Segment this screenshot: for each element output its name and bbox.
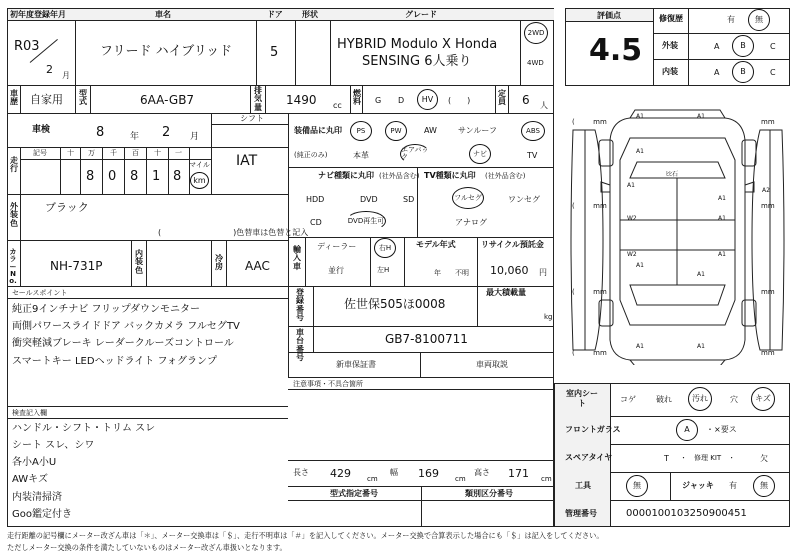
damage-mark: A1	[697, 271, 705, 278]
inspector-line-6: Goo鑑定付き	[12, 509, 72, 520]
km-circle: km	[190, 172, 209, 189]
spare-t: T	[664, 454, 669, 463]
exterior-label: 外装	[662, 41, 678, 50]
fuel-hv-circle: HV	[417, 89, 438, 110]
usage: 自家用	[30, 93, 63, 106]
unit-man: 万	[88, 149, 95, 157]
width: 169	[418, 467, 439, 480]
fuel-paren: ( )	[448, 96, 471, 105]
shift-label: シフト	[240, 114, 264, 123]
interior-color-label: 内装色	[135, 249, 143, 275]
length-cm: cm	[367, 475, 378, 483]
record-label: 記号	[33, 149, 47, 157]
tv-fullseg-circle: フルセグ	[452, 187, 484, 209]
sales-point-3: 衝突軽減ブレーキ レーダークルーズコントロール	[12, 338, 234, 349]
navi-dvd: DVD	[360, 195, 378, 204]
warranty-label: 新車保証書	[336, 360, 376, 369]
tv-analog: アナログ	[455, 218, 487, 227]
car-name-label: 車名	[155, 10, 171, 19]
unit-mm-7: ( mm	[572, 349, 607, 357]
damage-mark: A1	[636, 113, 644, 120]
capacity: 6	[522, 93, 530, 107]
inspector-label: 検査記入欄	[12, 409, 47, 417]
score-label: 評価点	[597, 11, 621, 20]
control-label: 管理番号	[565, 509, 597, 518]
registration-value: 佐世保505ほ0008	[344, 297, 446, 311]
yen-unit: 円	[539, 268, 547, 277]
exterior-c: C	[770, 42, 776, 51]
car-name: フリード ハイブリッド	[100, 44, 233, 59]
spare-label: スペアタイヤ	[565, 453, 613, 462]
navi-hdd: HDD	[306, 195, 325, 204]
mileage-digit-2: 0	[108, 169, 117, 184]
fuel-label: 燃料	[353, 89, 361, 107]
shape-label: 形状	[302, 10, 318, 19]
left-h: 左H	[377, 266, 390, 274]
inspector-line-3: 各小A小U	[12, 457, 57, 468]
inspector-line-1: ハンドル・シフト・トリム スレ	[12, 423, 156, 434]
door-label: ドア	[267, 10, 283, 19]
seat-tear: 破れ	[656, 395, 672, 404]
unit-mm-2: mm	[761, 118, 775, 126]
ac: AAC	[245, 259, 270, 273]
chassis-label: 車台番号	[296, 328, 304, 363]
displacement-label: 排気量	[254, 86, 262, 112]
exterior-b-circle: B	[732, 35, 754, 57]
chassis: GB7-8100711	[385, 332, 468, 346]
unit-mm-3: ( mm	[572, 202, 607, 210]
footer-line-2: ただしメーター交換の条件を満たしていないものはメーター改ざん車扱いとなります。	[7, 543, 287, 552]
damage-mark: W2	[627, 251, 637, 258]
tv-sub: (社外品含む)	[485, 172, 526, 180]
glass-label: フロントガラス	[565, 425, 621, 434]
inspector-line-2: シート スレ、シワ	[12, 440, 95, 451]
interior-a: A	[714, 68, 720, 77]
color-no: NH-731P	[50, 259, 103, 273]
person-unit: 人	[540, 101, 548, 110]
damage-mark: W2	[627, 215, 637, 222]
unit-mm-6: mm	[761, 288, 775, 296]
footer-line-1: 走行距離の記号欄にメーター改ざん車は「＊」、メーター交換車は「＄」、走行不明車は「＃」を記入してください。メーター交換で合算表示した場合にも「＄」は記入をしてください。	[7, 531, 604, 540]
unit-ichi: 一	[175, 149, 182, 157]
seat-hole: 穴	[730, 395, 738, 404]
class-label: 類別区分番号	[465, 489, 513, 498]
tv-label: TV種類に丸印	[424, 171, 476, 180]
tools-none-circle: 無	[626, 475, 648, 497]
inspector-line-4: AWキズ	[12, 474, 48, 485]
displacement: 1490	[286, 93, 317, 107]
height-cm: cm	[541, 475, 552, 483]
inspection-month: 2	[162, 125, 171, 140]
jack-none-circle: 無	[753, 475, 775, 497]
damage-mark: A1	[718, 195, 726, 202]
color-label: 外装色	[10, 202, 18, 228]
damage-mark: A1	[697, 343, 705, 350]
shift: IAT	[236, 153, 258, 169]
mileage-digit-1: 8	[86, 169, 95, 184]
model-year-unit: 年	[434, 269, 441, 277]
seat-label: 室内シート	[566, 389, 598, 408]
damage-mark: A1	[718, 251, 726, 258]
first-reg-month-unit: 月	[62, 71, 70, 80]
first-reg-era: R03	[14, 39, 40, 54]
damage-mark: A1	[636, 148, 644, 155]
equip-aw: AW	[424, 126, 437, 135]
spare-none: 欠	[760, 454, 768, 463]
cc-unit: cc	[333, 101, 342, 110]
sales-point-1: 純正9インチナビ フリップダウンモニター	[12, 304, 201, 315]
interior-label: 内装	[662, 67, 678, 76]
spare-kit: ・ 修理 KIT ・	[680, 454, 736, 462]
sales-point-2: 両側パワースライドドア バックカメラ フルセグTV	[12, 321, 240, 332]
unit-ju: 十	[67, 149, 74, 157]
interior-b-circle: B	[732, 61, 754, 83]
repair-label: 修復歴	[659, 14, 683, 23]
right-h-circle: 右H	[374, 238, 396, 258]
inspector-line-5: 内装清掃済	[12, 492, 62, 503]
grade-line2: SENSING 6人乗り	[362, 54, 472, 69]
model-label: 型式	[79, 89, 87, 107]
inspection-year-unit: 年	[130, 132, 140, 142]
length: 429	[330, 467, 351, 480]
inspection-month-unit: 月	[190, 132, 200, 142]
mileage-digit-5: 8	[173, 169, 182, 184]
max-load-label: 最大積載量	[486, 288, 526, 297]
color-value: ブラック	[45, 201, 89, 214]
inspection-label: 車検	[32, 125, 51, 135]
damage-mark: ﾋﾋ石	[666, 171, 679, 178]
unit-mm-8: mm	[761, 349, 775, 357]
recycle: 10,060	[490, 264, 529, 277]
inspection-year: 8	[96, 125, 105, 140]
unit-ju2: 十	[154, 149, 161, 157]
damage-mark: A2	[762, 187, 770, 194]
repair-yes: 有	[727, 15, 735, 24]
width-label: 幅	[390, 468, 398, 477]
sales-points-label: セールスポイント	[12, 289, 68, 297]
first-reg-month: 2	[46, 63, 53, 76]
equip-abs-circle: ABS	[521, 121, 545, 141]
kg-unit: kg	[544, 313, 553, 321]
mileage-digit-3: 8	[130, 169, 139, 184]
equip-ps-circle: PS	[350, 121, 372, 141]
score: 4.5	[589, 33, 643, 68]
equip-sunroof: サンルーフ	[458, 126, 497, 135]
registration-label: 登録番号	[296, 288, 304, 323]
type-label: 型式指定番号	[330, 489, 378, 498]
glass-a-circle: A	[676, 419, 698, 441]
height-label: 高さ	[474, 468, 490, 477]
equipment-sub: (純正のみ)	[294, 151, 328, 159]
repair-none-circle: 無	[748, 9, 770, 31]
recycle-label: リサイクル預託金	[481, 240, 544, 249]
damage-mark: A1	[627, 182, 635, 189]
unit-mm-1: ( mm	[572, 118, 607, 126]
length-label: 長さ	[293, 468, 309, 477]
first-reg-label: 初年度登録年月	[10, 10, 66, 19]
notes-label: 注意事項・不具合箇所	[293, 380, 363, 388]
equip-leather: 本革	[353, 151, 369, 160]
doors: 5	[270, 45, 279, 60]
fuel-d: D	[398, 96, 405, 105]
tv-oneseg: ワンセグ	[508, 195, 540, 204]
navi-label: ナビ種類に丸印	[318, 171, 374, 180]
fuel-g: G	[375, 96, 382, 105]
exterior-a: A	[714, 42, 720, 51]
equip-pw-circle: PW	[385, 121, 407, 141]
navi-sd: SD	[403, 195, 415, 204]
equip-tv: TV	[527, 151, 538, 160]
sales-point-4: スマートキー LEDヘッドライト フォグランプ	[12, 356, 217, 367]
grade-label: グレード	[405, 10, 437, 19]
damage-mark: A1	[718, 215, 726, 222]
damage-mark: A1	[636, 343, 644, 350]
color-no-label: カラーNo.	[9, 248, 17, 286]
mileage-label: 走行	[10, 156, 18, 174]
width-cm: cm	[455, 475, 466, 483]
model-year-unknown: 不明	[455, 269, 469, 277]
interior-c: C	[770, 68, 776, 77]
seat-scratch-circle: キズ	[751, 387, 775, 411]
mile-label: マイル	[189, 161, 210, 169]
car-diagram	[565, 100, 790, 365]
glass-note: ・×要ス	[706, 425, 737, 434]
import-dealer: ディーラー	[317, 242, 357, 251]
unit-sen: 千	[110, 149, 117, 157]
equip-airbag-circle: エアバック	[400, 144, 430, 164]
seat-stain-circle: 汚れ	[688, 387, 712, 411]
mileage-digit-4: 1	[152, 169, 161, 184]
color-note: ( )色替車は色替と記入	[158, 228, 309, 237]
ac-label: 冷房	[215, 254, 223, 272]
jack-yes: 有	[729, 481, 737, 490]
navi-cd: CD	[310, 218, 322, 227]
import-label: 輸入車	[293, 245, 301, 271]
equip-navi-circle: ナビ	[469, 144, 491, 164]
manual-label: 車両取説	[476, 360, 508, 369]
drive-2wd-circle: 2WD	[524, 22, 548, 44]
capacity-label: 定員	[498, 89, 506, 107]
drive-4wd: 4WD	[527, 59, 544, 67]
unit-hyaku: 百	[132, 149, 139, 157]
control-number: 0000100103250900451	[626, 508, 747, 519]
grade-line1: HYBRID Modulo X Honda	[337, 37, 498, 52]
tools-label: 工具	[575, 481, 591, 490]
usage-label: 車歴	[10, 89, 18, 107]
damage-mark: A1	[697, 113, 705, 120]
jack-label: ジャッキ	[682, 481, 714, 490]
import-parallel: 並行	[328, 266, 344, 275]
navi-dvd-play-circle: DVD再生可	[346, 211, 386, 231]
model-year-label: モデル年式	[416, 240, 456, 249]
navi-sub: (社外品含む)	[379, 172, 420, 180]
height: 171	[508, 467, 529, 480]
damage-mark: A1	[636, 262, 644, 269]
seat-burn: コゲ	[620, 395, 636, 404]
unit-mm-4: mm	[761, 202, 775, 210]
model: 6AA-GB7	[140, 93, 195, 107]
unit-mm-5: ( mm	[572, 288, 607, 296]
equipment-label: 装備品に丸印	[294, 126, 342, 135]
